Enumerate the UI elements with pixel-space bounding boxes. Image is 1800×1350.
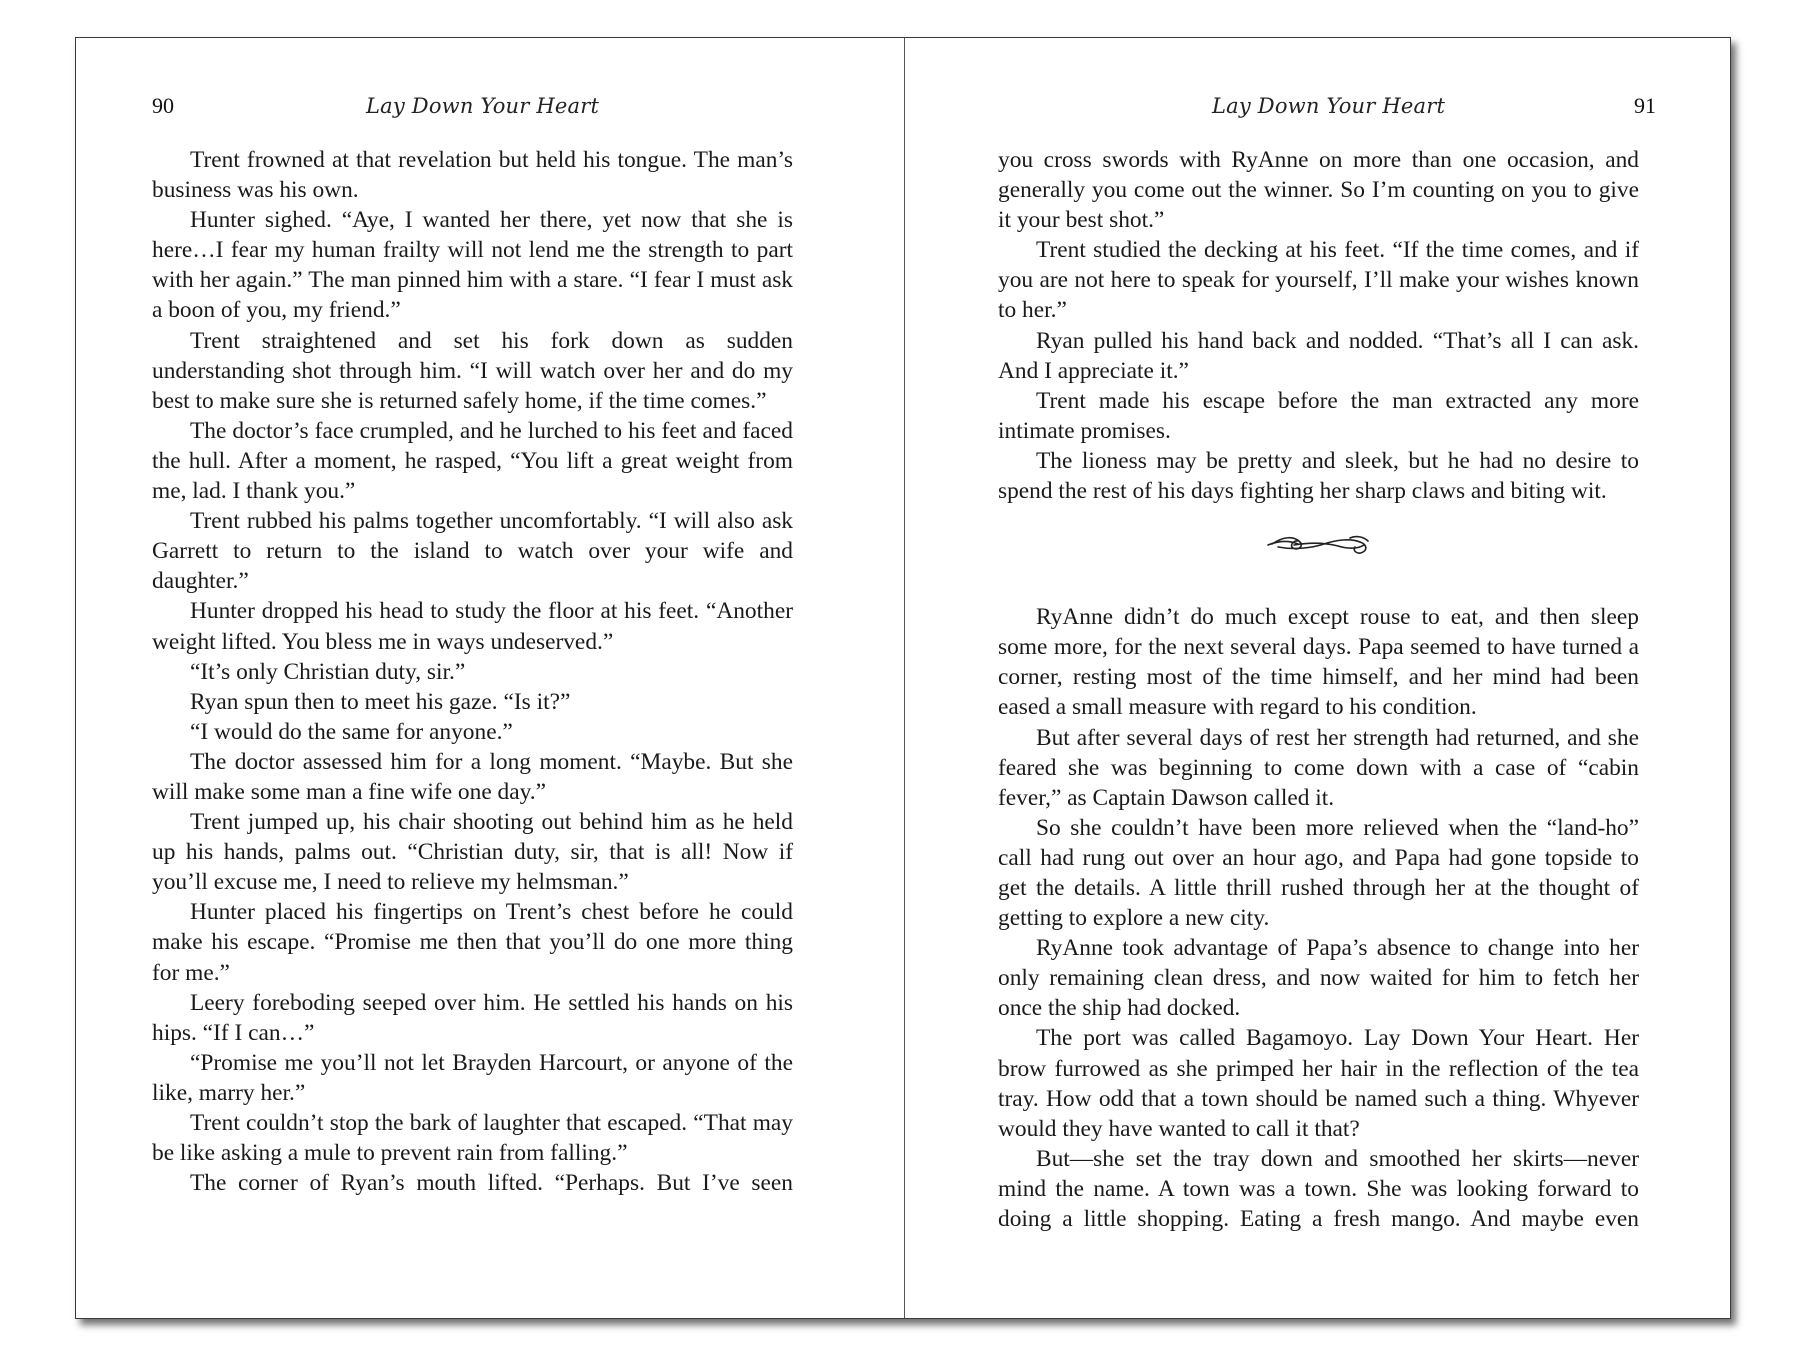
running-head: Lay Down Your Heart (366, 94, 600, 118)
paragraph: Hunter sighed. “Aye, I wanted her there, yet now that she is here…I fear my human frailty will not lend me the strength to part with her again.” The man pinned him with a stare. “I fear I must ask a boon of you, my friend.” (152, 207, 793, 324)
paragraph: Trent straightened and set his fork down as sudden understanding shot through him. “I will watch over her and do my best to make sure she is returned safely home, if the time comes.” (152, 327, 793, 414)
paragraph: Hunter placed his fingertips on Trent’s chest before he could make his escape. “Promise me then that you’ll do one more thing for me.” (152, 899, 793, 986)
paragraph: Hunter dropped his head to study the floor at his feet. “Another weight lifted. You bless me in ways undeserved.” (152, 598, 793, 655)
paragraph: Trent jumped up, his chair shooting out behind him as he held up his hands, palms out. “Christian duty, sir, that is all! Now if you’ll excuse me, I need to relieve my helmsman.” (152, 809, 793, 896)
open-book-spread (75, 37, 1731, 1319)
page-body (152, 145, 793, 1198)
page-number: 90 (152, 93, 174, 118)
paragraph: you cross swords with RyAnne on more than one occasion, and generally you come out the winner. So I’m counting on you to give it your best shot.” (998, 147, 1639, 234)
page-body (998, 145, 1639, 1234)
running-head: Lay Down Your Heart (1212, 94, 1446, 118)
paragraph: The port was called Bagamoyo. Lay Down Your Heart. Her brow furrowed as she primped her hair in the reflection of the tea tray. How odd that a town should be named such a thing. Whyever would they have wanted to call it that? (998, 1025, 1639, 1142)
paragraph: RyAnne took advantage of Papa’s absence to change into her only remaining clean dress, and now waited for him to fetch her once the ship had docked. (998, 935, 1639, 1022)
paragraph: But after several days of rest her strength had returned, and she feared she was beginning to come down with a case of “cabin fever,” as Captain Dawson called it. (998, 724, 1639, 811)
paragraph: The doctor’s face crumpled, and he lurched to his feet and faced the hull. After a moment, he rasped, “You lift a great weight from me, lad. I thank you.” (152, 417, 793, 505)
paragraph: “I would do the same for anyone.” (190, 718, 513, 745)
paragraph: Trent studied the decking at his feet. “If the time comes, and if you are not here to speak for yourself, I’ll make your wishes known to her.” (998, 237, 1639, 324)
paragraph: Trent made his escape before the man extracted any more intimate promises. (998, 387, 1639, 444)
paragraph: Trent rubbed his palms together uncomfortably. “I will also ask Garrett to return to the island to watch over your wife and daughter.” (152, 508, 793, 595)
paragraph: The lioness may be pretty and sleek, but he had no desire to spend the rest of his days fighting her sharp claws and biting wit. (998, 447, 1639, 505)
page-number: 91 (1634, 93, 1656, 118)
paragraph: “It’s only Christian duty, sir.” (190, 658, 466, 685)
flourish-divider-icon (1264, 524, 1374, 564)
paragraph: Ryan spun then to meet his gaze. “Is it?” (190, 688, 571, 715)
paragraph: Ryan pulled his hand back and nodded. “That’s all I can ask. And I appreciate it.” (998, 327, 1639, 384)
paragraph: So she couldn’t have been more relieved when the “land-ho” call had rung out over an hour ago, and Papa had gone topside to get the details. A little thrill rushed through her at the thought of getting to explore a new city. (998, 814, 1639, 932)
paragraph: Leery foreboding seeped over him. He settled his hands on his hips. “If I can…” (152, 989, 793, 1046)
right-page (905, 38, 1732, 1318)
paragraph: The doctor assessed him for a long moment. “Maybe. But she will make some man a fine wife one day.” (152, 748, 793, 805)
paragraph: But—she set the tray down and smoothed her skirts—never mind the name. A town was a town. She was looking forward to doing a little shopping. Eating a fresh mango. And maybe even (998, 1145, 1639, 1232)
paragraph: Trent frowned at that revelation but held his tongue. The man’s business was his own. (152, 147, 793, 204)
paragraph: Trent couldn’t stop the bark of laughter that escaped. “That may be like asking a mule to prevent rain from falling.” (152, 1110, 793, 1167)
left-page (76, 38, 904, 1318)
paragraph: “Promise me you’ll not let Brayden Harcourt, or anyone of the like, marry her.” (152, 1049, 793, 1106)
paragraph: RyAnne didn’t do much except rouse to eat, and then sleep some more, for the next several days. Papa seemed to have turned a corner, resting most of the time himself, and her mind had been eased a small measure with regard to his condition. (998, 604, 1639, 721)
scene-break (998, 524, 1639, 568)
paragraph: The corner of Ryan’s mouth lifted. “Perhaps. But I’ve seen (190, 1170, 793, 1197)
